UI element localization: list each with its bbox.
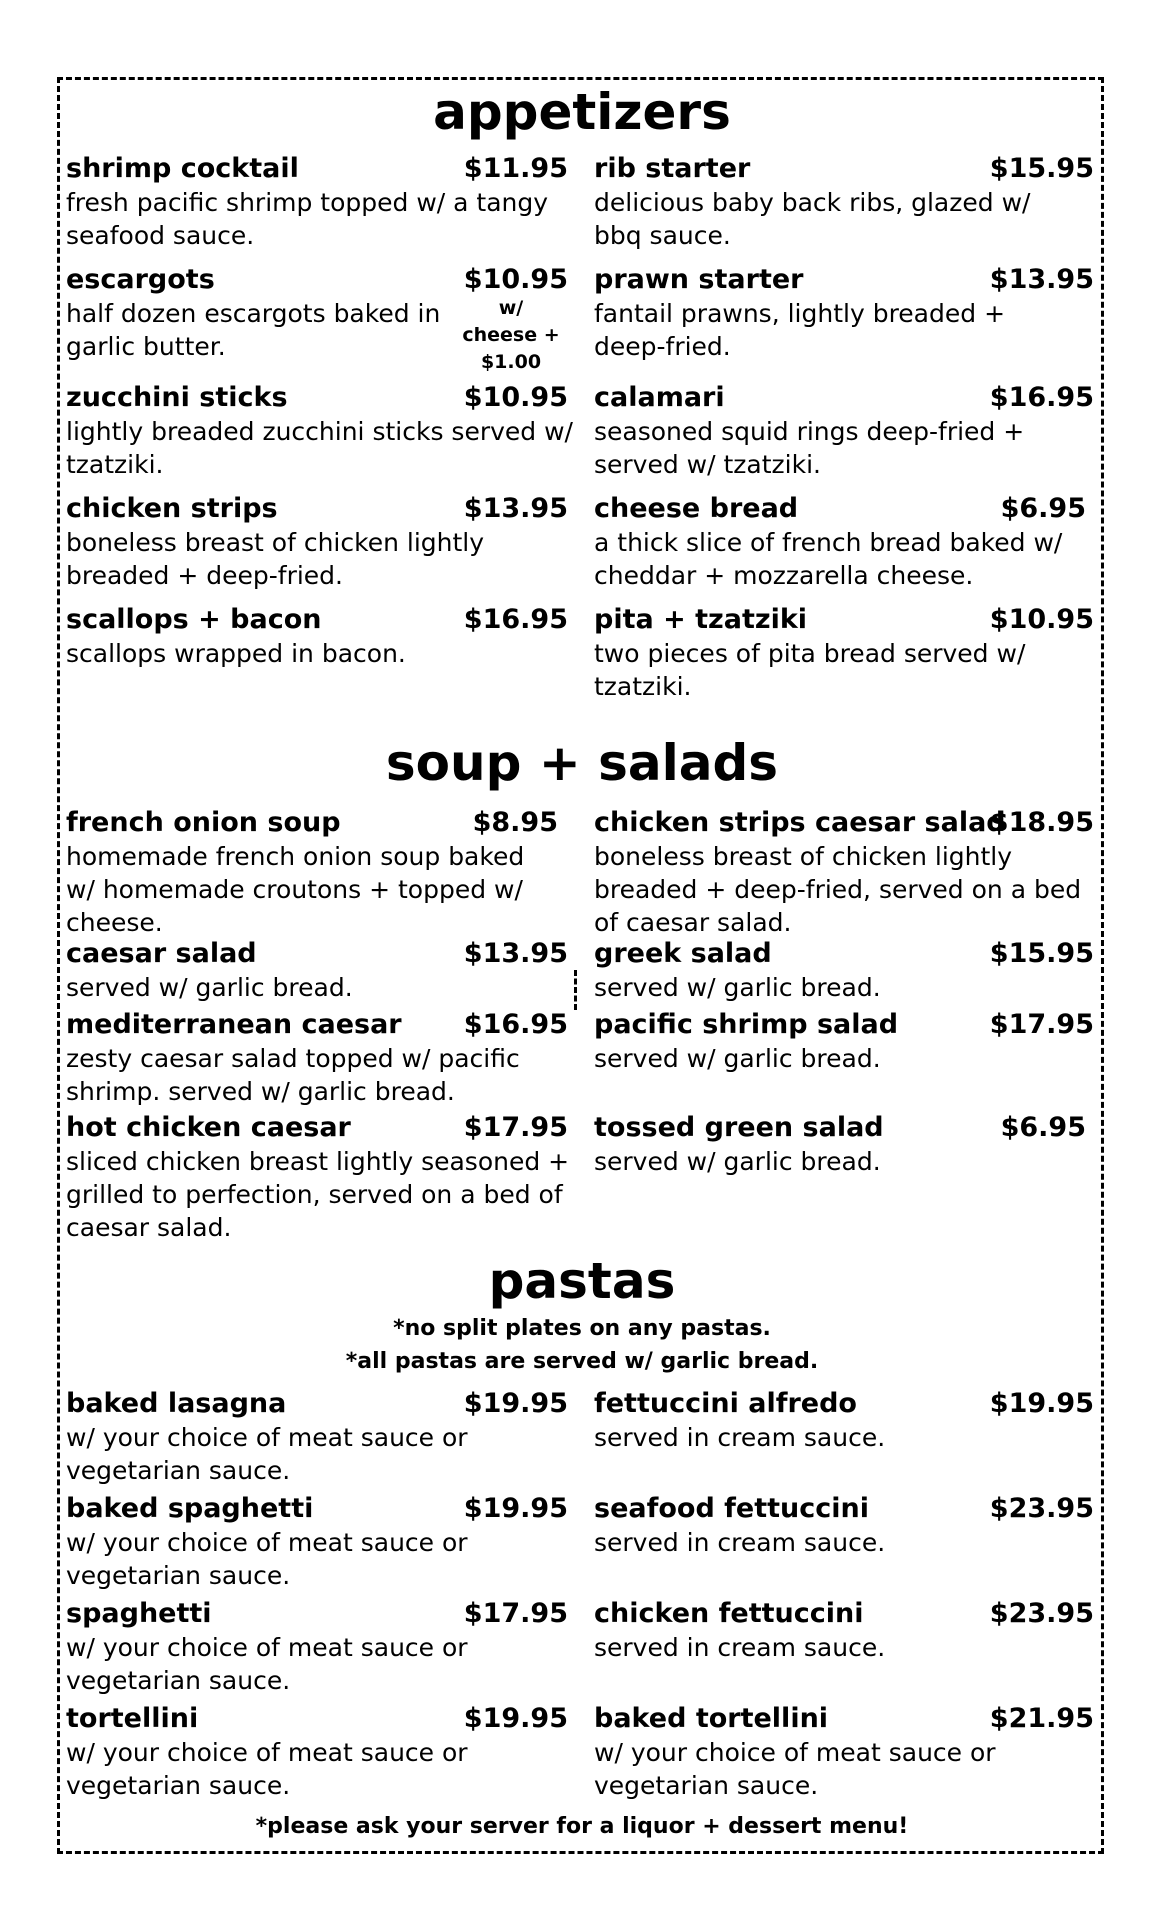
item-name: baked spaghetti	[66, 1493, 314, 1524]
item-price-note: w/ cheese + $1.00	[462, 297, 560, 373]
item-price: $8.95	[472, 807, 558, 838]
item-description: fantail prawns, lightly breaded + deep-fried.	[594, 299, 1006, 361]
item-name: baked tortellini	[594, 1703, 829, 1734]
item-name: seafood fettuccini	[594, 1493, 870, 1524]
item-price: $23.95	[989, 1493, 1094, 1524]
item-name: spaghetti	[66, 1598, 212, 1629]
appetizers-heading: appetizers	[433, 83, 731, 141]
item-description: boneless breast of chicken lightly breaded + deep-fried.	[66, 528, 485, 590]
item-description: served w/ garlic bread.	[594, 973, 881, 1002]
item-price: $13.95	[463, 938, 568, 969]
item-name: shrimp cocktail	[66, 153, 299, 184]
item-price: $19.95	[989, 1388, 1094, 1419]
item-description: sliced chicken breast lightly seasoned + grilled to perfection, served on a bed of caesar salad.	[66, 1147, 570, 1242]
item-price: $10.95	[463, 264, 568, 295]
item-description: w/ your choice of meat sauce or vegetarian sauce.	[66, 1738, 468, 1800]
item-name: zucchini sticks	[66, 382, 288, 413]
footer-note: *please ask your server for a liquor + dessert menu!	[255, 1814, 909, 1839]
item-price: $17.95	[989, 1009, 1094, 1040]
item-price: $6.95	[1000, 493, 1086, 524]
item-name: prawn starter	[594, 264, 804, 295]
item-price: $21.95	[989, 1703, 1094, 1734]
item-description: w/ your choice of meat sauce or vegetarian sauce.	[66, 1423, 468, 1485]
item-name: fettuccini alfredo	[594, 1388, 857, 1419]
item-price: $13.95	[989, 264, 1094, 295]
item-price: $19.95	[463, 1703, 568, 1734]
item-price: $10.95	[463, 382, 568, 413]
item-description: seasoned squid rings deep-fried + served w/ tzatziki.	[594, 417, 1025, 479]
item-description: lightly breaded zucchini sticks served w/ tzatziki.	[66, 417, 573, 479]
item-description: fresh pacific shrimp topped w/ a tangy seafood sauce.	[66, 188, 549, 250]
item-name: pacific shrimp salad	[594, 1009, 899, 1040]
item-price: $17.95	[463, 1598, 568, 1629]
item-name: rib starter	[594, 153, 751, 184]
item-description: served in cream sauce.	[594, 1528, 886, 1557]
item-description: served w/ garlic bread.	[594, 1044, 881, 1073]
item-price: $16.95	[989, 382, 1094, 413]
item-name: calamari	[594, 382, 725, 413]
item-price: $17.95	[463, 1112, 568, 1143]
item-description: w/ your choice of meat sauce or vegetarian sauce.	[594, 1738, 996, 1800]
item-name: greek salad	[594, 938, 772, 969]
item-price: $18.95	[989, 807, 1094, 838]
item-name: cheese bread	[594, 493, 799, 524]
item-name: chicken strips caesar salad	[594, 807, 1006, 838]
item-price: $13.95	[463, 493, 568, 524]
item-description: served in cream sauce.	[594, 1423, 886, 1452]
item-description: w/ your choice of meat sauce or vegetarian sauce.	[66, 1633, 468, 1695]
item-price: $23.95	[989, 1598, 1094, 1629]
pastas-note: *all pastas are served w/ garlic bread.	[345, 1349, 819, 1374]
item-name: chicken strips	[66, 493, 278, 524]
item-description: two pieces of pita bread served w/ tzatziki.	[594, 639, 1026, 701]
item-name: chicken fettuccini	[594, 1598, 864, 1629]
item-description: zesty caesar salad topped w/ pacific shrimp. served w/ garlic bread.	[66, 1044, 520, 1106]
item-name: tossed green salad	[594, 1112, 884, 1143]
item-description: w/ your choice of meat sauce or vegetarian sauce.	[66, 1528, 468, 1590]
item-description: boneless breast of chicken lightly breaded + deep-fried, served on a bed of caesar salad.	[594, 842, 1082, 937]
item-name: escargots	[66, 264, 215, 295]
item-price: $19.95	[463, 1493, 568, 1524]
item-name: hot chicken caesar	[66, 1112, 351, 1143]
item-name: baked lasagna	[66, 1388, 287, 1419]
item-description: served w/ garlic bread.	[66, 973, 353, 1002]
item-price: $19.95	[463, 1388, 568, 1419]
item-description: scallops wrapped in bacon.	[66, 639, 406, 668]
item-price: $6.95	[1000, 1112, 1086, 1143]
item-description: delicious baby back ribs, glazed w/ bbq sauce.	[594, 188, 1031, 250]
item-name: tortellini	[66, 1703, 199, 1734]
item-description: a thick slice of french bread baked w/ cheddar + mozzarella cheese.	[594, 528, 1063, 590]
item-price: $15.95	[989, 153, 1094, 184]
item-name: scallops + bacon	[66, 604, 322, 635]
item-price: $16.95	[463, 604, 568, 635]
pastas-heading: pastas	[488, 1252, 676, 1310]
item-price: $16.95	[463, 1009, 568, 1040]
item-description: served w/ garlic bread.	[594, 1147, 881, 1176]
item-name: french onion soup	[66, 807, 341, 838]
item-description: homemade french onion soup baked w/ homemade croutons + topped w/ cheese.	[66, 842, 525, 937]
item-price: $10.95	[989, 604, 1094, 635]
item-description: served in cream sauce.	[594, 1633, 886, 1662]
soups-salads-heading: soup + salads	[385, 734, 779, 792]
item-price: $11.95	[463, 153, 568, 184]
item-description: half dozen escargots baked in garlic butter.	[66, 299, 441, 361]
pastas-note: *no split plates on any pastas.	[393, 1316, 771, 1341]
item-name: mediterranean caesar	[66, 1009, 402, 1040]
item-price: $15.95	[989, 938, 1094, 969]
item-name: caesar salad	[66, 938, 257, 969]
item-name: pita + tzatziki	[594, 604, 808, 635]
